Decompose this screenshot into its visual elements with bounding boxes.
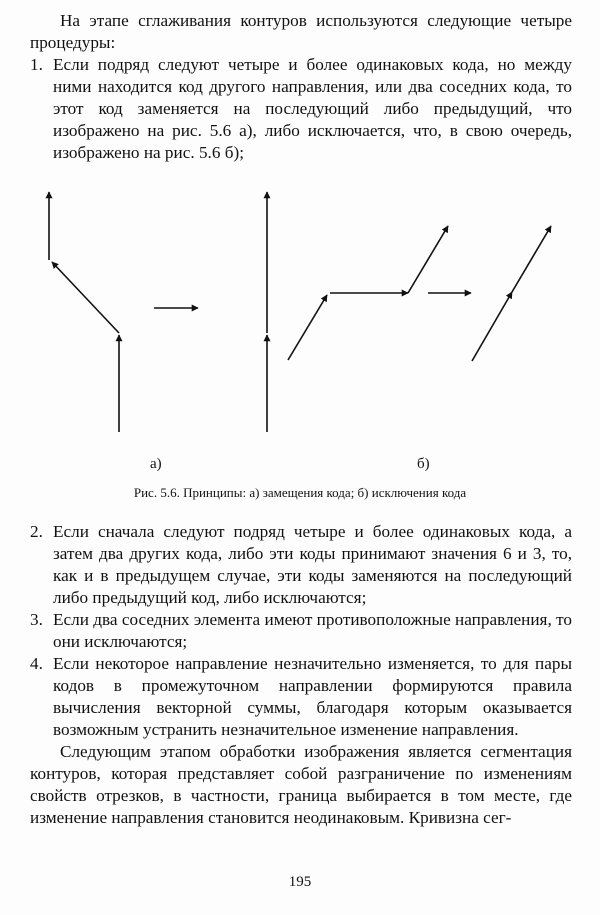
fig-b-right-seg2 — [512, 226, 551, 292]
figure-label-a: а) — [150, 456, 162, 472]
list-number-3: 3. — [30, 610, 43, 629]
fig-b-right-seg1 — [472, 292, 512, 361]
list-number-2: 2. — [30, 522, 43, 541]
closing-paragraph: Следующим этапом обработки изображения является сегментация контуров, которая представляет собой разграничение по изменениям свойств отрезков, в частности, граница выбирается в том месте, где изменение направления становится неодинаковым. Кривизна сег- — [30, 742, 572, 827]
list-text-3: Если два соседних элемента имеют противоположные направления, то они исключаются; — [53, 610, 572, 651]
fig-a-left-seg2 — [52, 262, 119, 333]
list-text-2: Если сначала следуют подряд четыре и более одинаковых кода, а затем два других кода, либо эти коды принимают значения 6 и 3, то, как и в предыдущем случае, эти коды заменяются на последующий либо предыдущий код, либо исключаются; — [53, 522, 572, 607]
figure-caption: Рис. 5.6. Принципы: а) замещения кода; б) исключения кода — [133, 485, 467, 500]
list-item-4 — [30, 653, 572, 741]
figure-5-6 — [30, 178, 572, 478]
list-number-1: 1. — [30, 55, 43, 74]
fig-b-left-seg1 — [288, 295, 327, 360]
list-number-4: 4. — [30, 654, 43, 673]
page-number: 195 — [288, 874, 312, 890]
list-text-4: Если некоторое направление незначительно изменяется, то для пары кодов в промежуточном направлении формируются правила вычисления векторной суммы, благодаря которым оказывается возможным устранить незначительное изменение направления. — [53, 654, 572, 739]
list-item-2 — [30, 521, 572, 609]
figure-label-b: б) — [417, 456, 430, 472]
intro-paragraph: На этапе сглаживания контуров используются следующие четыре процедуры: — [30, 11, 572, 52]
list-item-1 — [30, 54, 572, 164]
list-text-1: Если подряд следуют четыре и более одинаковых кода, но между ними находится код другого направления, или два соседних кода, то этот код заменяется на последующий либо предыдущий, что изображено на рис. 5.6 а), либо исключается, что, в свою очередь, изображено на рис. 5.6 б); — [53, 55, 572, 162]
list-item-3 — [30, 609, 572, 653]
figure-diagram — [30, 178, 572, 478]
fig-b-left-seg3 — [408, 226, 448, 293]
